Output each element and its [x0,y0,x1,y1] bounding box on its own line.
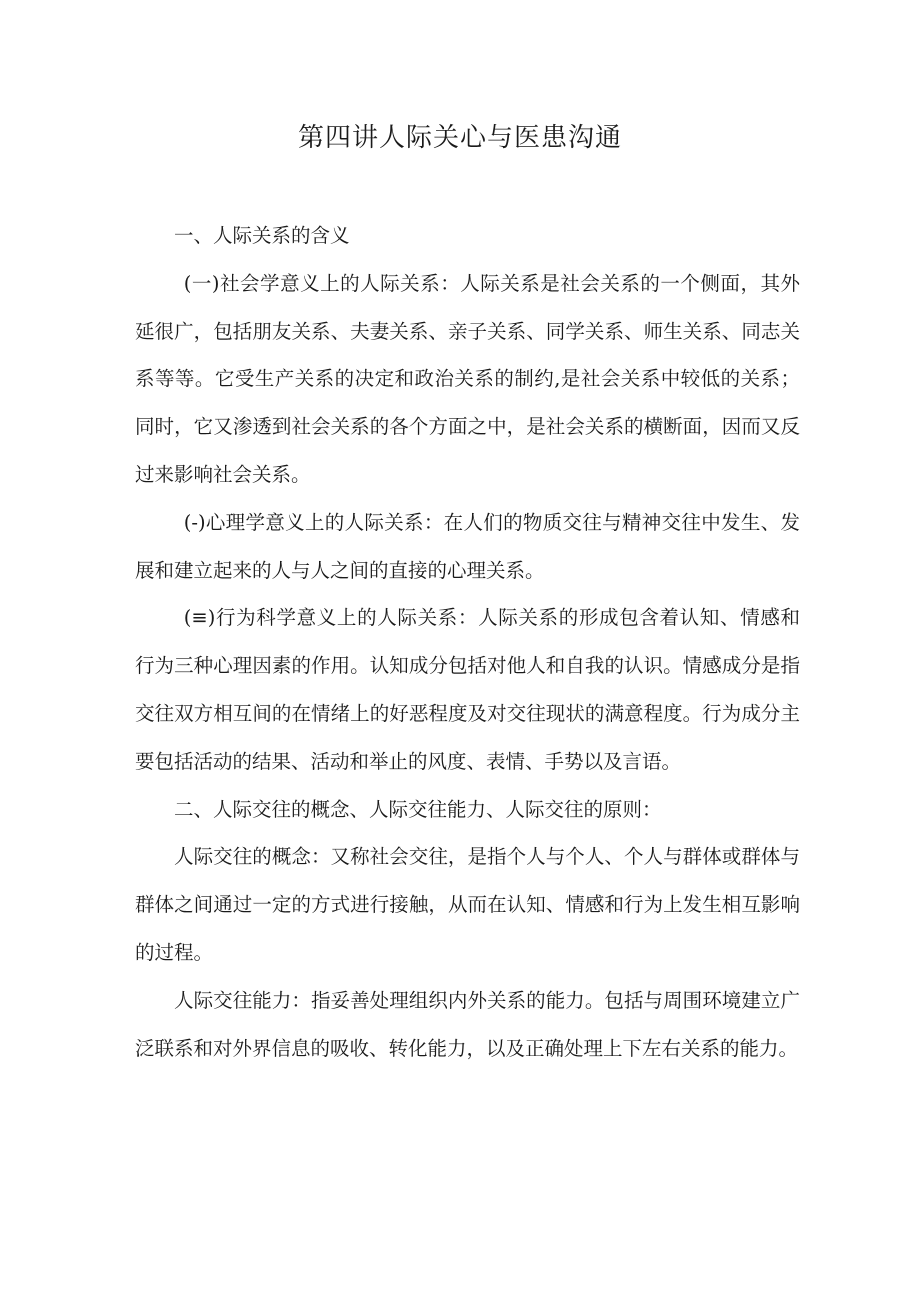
paragraph-behavioral-science: (≡)行为科学意义上的人际关系：人际关系的形成包含着认知、情感和行为三种心理因素的作用。认知成分包括对他人和自我的认识。情感成分是指交往双方相互间的在情绪上的好恶程度及对交往现状的满意程度。行为成分主要包括活动的结果、活动和举止的风度、表情、手势以及言语。 [135,606,800,773]
section-heading-2: 二、人际交往的概念、人际交往能力、人际交往的原则： [174,797,662,821]
document-title: 第四讲人际关心与医患沟通 [297,123,622,153]
section-heading-1: 一、人际关系的含义 [174,224,350,247]
document-body [135,212,800,1072]
paragraph-psychology: (-)心理学意义上的人际关系：在人们的物质交往与精神交往中发生、发展和建立起来的人与人之间的直接的心理关系。 [135,510,800,582]
paragraph-interaction-concept: 人际交往的概念：又称社会交往，是指个人与个人、个人与群体或群体与群体之间通过一定的方式进行接触，从而在认知、情感和行为上发生相互影响的过程。 [135,845,800,964]
paragraph-sociology: (一)社会学意义上的人际关系：人际关系是社会关系的一个侧面，其外延很广，包括朋友关系、夫妻关系、亲子关系、同学关系、师生关系、同志关系等等。它受生产关系的决定和政治关系的制约,是社会关系中较低的关系；同时，它又渗透到社会关系的各个方面之中，是社会关系的横断面，因而又反过来影响社会关系。 [135,271,800,486]
paragraph-interaction-ability: 人际交往能力：指妥善处理组织内外关系的能力。包括与周围环境建立广泛联系和对外界信息的吸收、转化能力，以及正确处理上下左右关系的能力。 [135,988,800,1060]
